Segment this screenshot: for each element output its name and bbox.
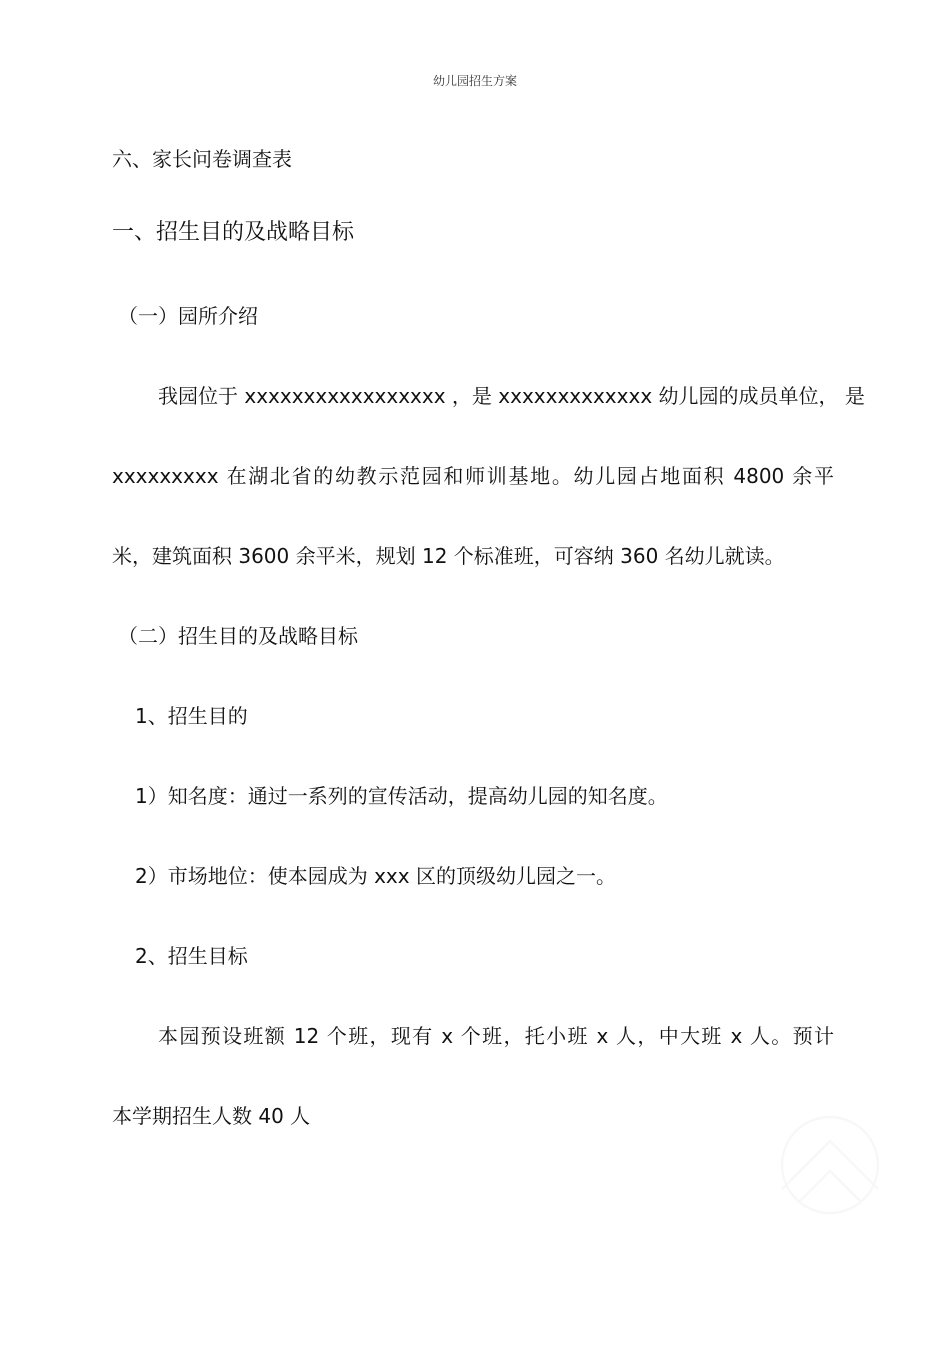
subsection-1-title: （一）园所介绍: [118, 304, 258, 328]
toc-item-6: 六、家长问卷调查表: [112, 147, 292, 171]
target-paragraph-line-1: 本园预设班额 12 个班，现有 x 个班，托小班 x 人，中大班 x 人。预计: [158, 1024, 834, 1048]
item-1-point-2: 2）市场地位：使本园成为 xxx 区的顶级幼儿园之一。: [135, 864, 616, 888]
section-1-title: 一、招生目的及战略目标: [112, 220, 355, 245]
intro-paragraph-line-2: xxxxxxxxx 在湖北省的幼教示范园和师训基地。幼儿园占地面积 4800 余平: [112, 464, 834, 488]
target-paragraph-line-2: 本学期招生人数 40 人: [112, 1104, 311, 1128]
page-header-title: 幼儿园招生方案: [432, 74, 517, 88]
intro-paragraph-line-3: 米，建筑面积 3600 余平米，规划 12 个标准班，可容纳 360 名幼儿就读。: [112, 544, 785, 568]
watermark-icon: [770, 1105, 890, 1225]
item-2-title: 2、招生目标: [135, 944, 248, 968]
intro-paragraph-line-1: 我园位于 xxxxxxxxxxxxxxxxx ，是 xxxxxxxxxxxxx 幼儿园的成员单位， 是: [158, 384, 865, 408]
item-1-title: 1、招生目的: [135, 704, 248, 728]
subsection-2-title: （二）招生目的及战略目标: [118, 624, 358, 648]
item-1-point-1: 1）知名度：通过一系列的宣传活动，提高幼儿园的知名度。: [135, 784, 668, 808]
